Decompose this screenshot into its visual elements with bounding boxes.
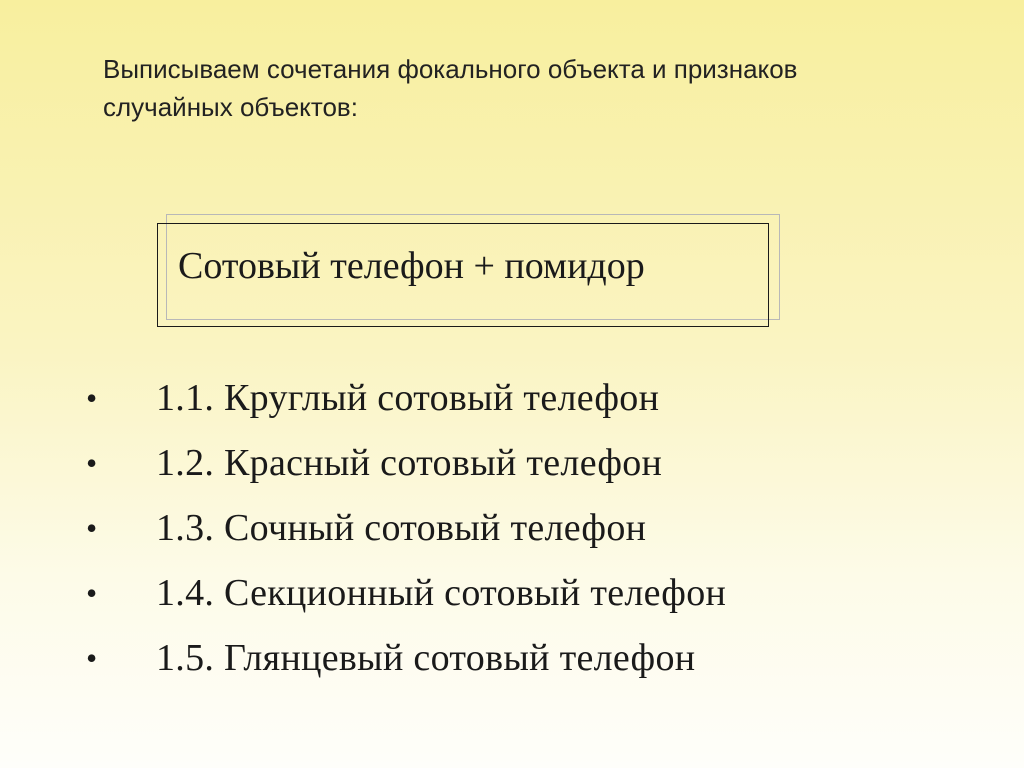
- slide-heading-line-1: Выписываем сочетания фокального объекта и признаков: [103, 54, 798, 84]
- focal-combination-label: Сотовый телефон + помидор: [178, 245, 645, 287]
- list-item-text: 1.1. Круглый сотовый телефон: [156, 377, 660, 419]
- slide-heading-line-2: случайных объектов:: [103, 92, 358, 122]
- list-item-text: 1.5. Глянцевый сотовый телефон: [156, 637, 696, 679]
- bullet-icon: •: [86, 445, 98, 481]
- bullet-icon: •: [86, 510, 98, 546]
- list-item-text: 1.3. Сочный сотовый телефон: [156, 507, 647, 549]
- slide-heading: [103, 50, 983, 126]
- list-item-text: 1.2. Красный сотовый телефон: [156, 442, 663, 484]
- bullet-icon: •: [86, 575, 98, 611]
- bullet-icon: •: [86, 380, 98, 416]
- list-item-text: 1.4. Секционный сотовый телефон: [156, 572, 727, 614]
- bullet-icon: •: [86, 640, 98, 676]
